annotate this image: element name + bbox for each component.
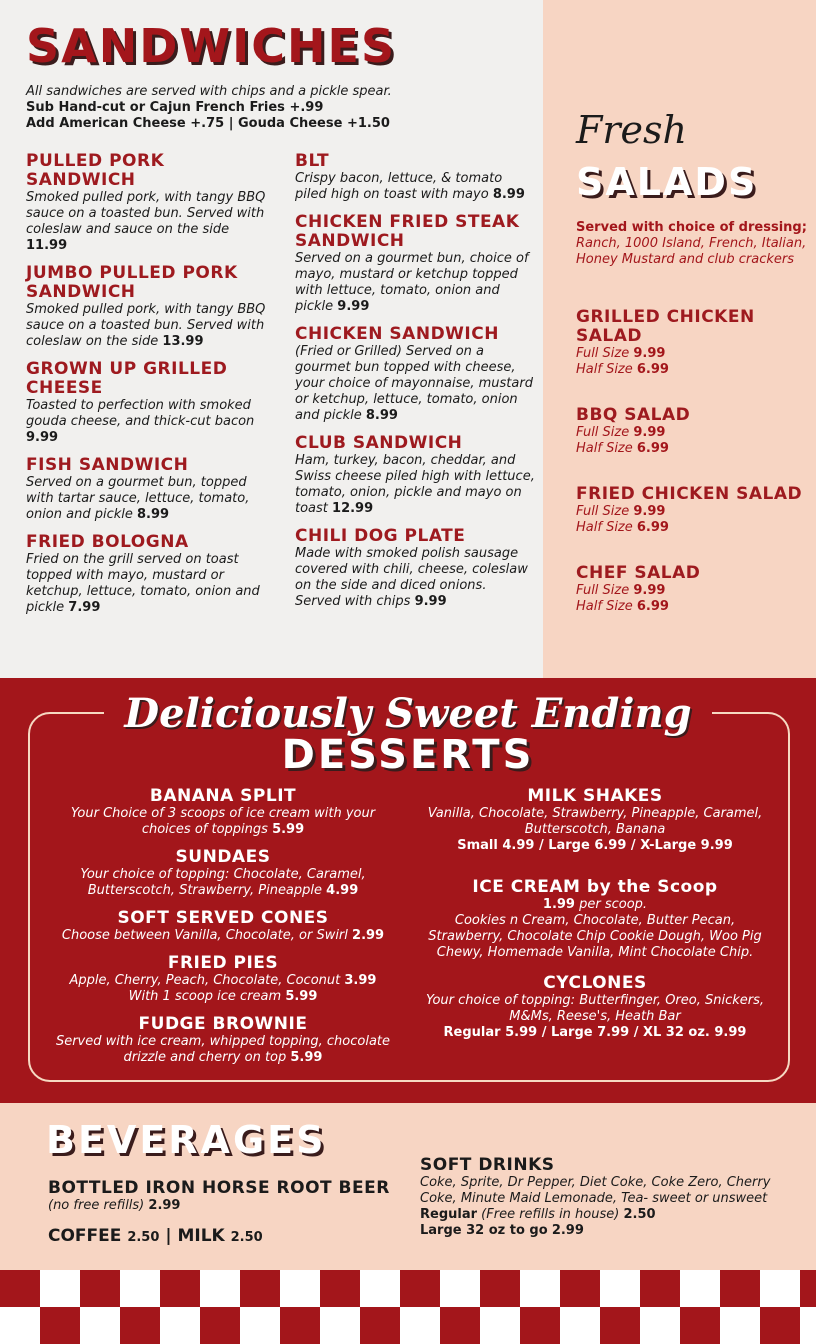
checker-square bbox=[200, 1307, 240, 1344]
menu-item-desc: Smoked pulled pork, with tangy BBQ sauce on a toasted bun. Served with coleslaw on the side bbox=[26, 302, 266, 349]
checker-square bbox=[480, 1270, 520, 1307]
checker-square bbox=[160, 1270, 200, 1307]
soft-drinks-title: SOFT DRINKS bbox=[420, 1155, 555, 1175]
sandwiches-intro bbox=[26, 84, 526, 132]
dessert-desc-extra: With 1 scoop ice cream bbox=[128, 989, 282, 1004]
soft-drinks bbox=[420, 1155, 800, 1239]
menu-item-name: PULLED PORK SANDWICH bbox=[26, 151, 165, 190]
dessert-item bbox=[48, 847, 398, 899]
menu-item bbox=[26, 152, 266, 254]
beverages-title: BEVERAGES bbox=[46, 1118, 327, 1162]
salad-full-label: Full Size bbox=[576, 425, 630, 440]
menu-item-price: 8.99 bbox=[137, 507, 170, 522]
menu-item-name: FISH SANDWICH bbox=[26, 455, 189, 475]
checker-square bbox=[280, 1270, 320, 1307]
menu-item-desc: Fried on the grill served on toast topped with mayo, mustard or ketchup, lettuce, tomato, onion and pickle bbox=[26, 552, 260, 615]
checker-square bbox=[520, 1270, 560, 1307]
checker-square bbox=[720, 1307, 760, 1344]
menu-item-name: CHICKEN SANDWICH bbox=[295, 324, 499, 344]
menu-item-desc: Served on a gourmet bun, choice of mayo, mustard or ketchup topped with lettuce, tomato, onion and pickle bbox=[295, 251, 529, 314]
checker-square bbox=[600, 1307, 640, 1344]
checker-square bbox=[80, 1307, 120, 1344]
menu-item-desc: Ham, turkey, bacon, cheddar, and Swiss cheese piled high with lettuce, tomato, onion, pickle and mayo on toast bbox=[295, 453, 535, 516]
coffee-milk-line bbox=[48, 1226, 263, 1246]
checker-square bbox=[560, 1307, 600, 1344]
milk-price: 2.50 bbox=[230, 1230, 263, 1245]
salads-list bbox=[576, 308, 806, 643]
checker-square bbox=[760, 1270, 800, 1307]
dessert-price: 2.99 bbox=[352, 928, 385, 943]
coffee-price: 2.50 bbox=[127, 1230, 160, 1245]
dessert-desc: Served with ice cream, whipped topping, chocolate drizzle and cherry on top bbox=[55, 1034, 391, 1065]
checker-square bbox=[680, 1270, 720, 1307]
checker-square bbox=[480, 1307, 520, 1344]
checker-square bbox=[0, 1270, 40, 1307]
menu-item-price: 9.99 bbox=[337, 299, 370, 314]
sandwiches-intro-line3: Add American Cheese +.75 | Gouda Cheese +1.50 bbox=[26, 116, 390, 131]
desserts-column-left bbox=[48, 786, 398, 1075]
separator: | bbox=[165, 1226, 172, 1246]
sandwiches-intro-line2: Sub Hand-cut or Cajun French Fries +.99 bbox=[26, 100, 324, 115]
checker-square bbox=[560, 1270, 600, 1307]
checker-square bbox=[400, 1307, 440, 1344]
checker-square bbox=[360, 1270, 400, 1307]
desserts-column-right bbox=[420, 786, 770, 1049]
salads-script-title: Fresh bbox=[576, 108, 687, 152]
salad-half-price: 6.99 bbox=[636, 599, 669, 614]
soft-drinks-regular-label: Regular bbox=[420, 1207, 478, 1222]
dessert-name: FUDGE BROWNIE bbox=[138, 1014, 308, 1034]
salad-half-label: Half Size bbox=[576, 520, 633, 535]
menu-item-price: 8.99 bbox=[365, 408, 398, 423]
salad-full-label: Full Size bbox=[576, 583, 630, 598]
checker-square bbox=[240, 1270, 280, 1307]
salad-half-label: Half Size bbox=[576, 441, 633, 456]
checker-square bbox=[600, 1270, 640, 1307]
dessert-desc: Vanilla, Chocolate, Strawberry, Pineapple, Caramel, Butterscotch, Banana bbox=[427, 806, 763, 837]
soft-drinks-desc: Coke, Sprite, Dr Pepper, Diet Coke, Coke Zero, Cherry Coke, Minute Maid Lemonade, Tea- sweet or unsweet bbox=[420, 1175, 771, 1206]
menu-item-desc: Smoked pulled pork, with tangy BBQ sauce on a toasted bun. Served with coleslaw and sauce on the side bbox=[26, 190, 266, 237]
soft-drinks-regular-note: (Free refills in house) bbox=[481, 1207, 620, 1222]
checker-square bbox=[160, 1307, 200, 1344]
dessert-price: 1.99 bbox=[542, 897, 575, 912]
dessert-item bbox=[48, 1014, 398, 1066]
checker-square bbox=[800, 1270, 816, 1307]
menu-item bbox=[26, 360, 266, 446]
salad-half-price: 6.99 bbox=[636, 441, 669, 456]
checker-square bbox=[720, 1270, 760, 1307]
dessert-item bbox=[48, 786, 398, 838]
dessert-desc: Your choice of topping: Butterfinger, Oreo, Snickers, M&Ms, Reese's, Heath Bar bbox=[425, 993, 765, 1024]
desserts-script-text: Deliciously Sweet Ending bbox=[104, 690, 711, 737]
menu-item bbox=[295, 152, 535, 203]
dessert-item bbox=[48, 908, 398, 944]
sandwiches-title: SANDWICHES bbox=[26, 19, 397, 73]
rootbeer-refill-note: (no free refills) bbox=[48, 1198, 145, 1213]
menu-item-price: 9.99 bbox=[26, 430, 59, 445]
salad-half-label: Half Size bbox=[576, 599, 633, 614]
menu-item-name: CHILI DOG PLATE bbox=[295, 526, 466, 546]
salad-item bbox=[576, 564, 806, 615]
menu-item-name: CHICKEN FRIED STEAK SANDWICH bbox=[295, 212, 520, 251]
checker-square bbox=[40, 1270, 80, 1307]
menu-item-desc: Made with smoked polish sausage covered with chili, cheese, coleslaw on the side and diced onions. Served with chips bbox=[295, 546, 528, 609]
checker-square bbox=[520, 1307, 560, 1344]
checker-square bbox=[400, 1270, 440, 1307]
dessert-desc: Choose between Vanilla, Chocolate, or Swirl bbox=[61, 928, 348, 943]
menu-item-price: 8.99 bbox=[492, 187, 525, 202]
dessert-price: 5.99 bbox=[290, 1050, 323, 1065]
checkerboard-footer bbox=[0, 1270, 816, 1344]
salad-half-price: 6.99 bbox=[636, 520, 669, 535]
dessert-item bbox=[420, 786, 770, 853]
checker-square bbox=[680, 1307, 720, 1344]
salad-full-label: Full Size bbox=[576, 504, 630, 519]
checker-square bbox=[320, 1307, 360, 1344]
checker-square bbox=[640, 1307, 680, 1344]
dessert-desc: Your Choice of 3 scoops of ice cream with your choices of toppings bbox=[70, 806, 376, 837]
checker-square bbox=[40, 1307, 80, 1344]
dessert-name: SOFT SERVED CONES bbox=[117, 908, 329, 928]
soft-drinks-large-label: Large 32 oz to go bbox=[420, 1223, 548, 1238]
checker-square bbox=[280, 1307, 320, 1344]
checker-square bbox=[440, 1270, 480, 1307]
checker-square bbox=[240, 1307, 280, 1344]
salad-full-price: 9.99 bbox=[633, 346, 666, 361]
menu-item-price: 9.99 bbox=[414, 594, 447, 609]
checker-square bbox=[120, 1270, 160, 1307]
salad-item bbox=[576, 406, 806, 457]
salad-name: CHEF SALAD bbox=[576, 563, 701, 583]
menu-item bbox=[26, 456, 266, 523]
salad-name: BBQ SALAD bbox=[576, 405, 691, 425]
menu-item bbox=[295, 527, 535, 610]
salad-full-price: 9.99 bbox=[633, 583, 666, 598]
menu-item-name: FRIED BOLOGNA bbox=[26, 532, 189, 552]
checker-square bbox=[320, 1270, 360, 1307]
soft-drinks-regular-price: 2.50 bbox=[623, 1207, 656, 1222]
salad-half-price: 6.99 bbox=[636, 362, 669, 377]
checker-square bbox=[800, 1307, 816, 1344]
menu-item-price: 11.99 bbox=[26, 238, 68, 253]
dessert-name: FRIED PIES bbox=[167, 953, 279, 973]
dessert-desc: Your choice of topping: Chocolate, Caramel, Butterscotch, Strawberry, Pineapple bbox=[80, 867, 366, 898]
rootbeer-note bbox=[48, 1198, 180, 1214]
sandwiches-intro-line1: All sandwiches are served with chips and a pickle spear. bbox=[26, 84, 392, 99]
menu-item-price: 12.99 bbox=[332, 501, 374, 516]
sandwiches-column-left bbox=[26, 152, 266, 626]
menu-item-desc: Toasted to perfection with smoked gouda cheese, and thick-cut bacon bbox=[26, 398, 255, 429]
checker-square bbox=[0, 1307, 40, 1344]
checker-square bbox=[360, 1307, 400, 1344]
menu-item-name: BLT bbox=[295, 151, 330, 171]
menu-item-name: JUMBO PULLED PORK SANDWICH bbox=[26, 263, 238, 302]
rootbeer-name: BOTTLED IRON HORSE ROOT BEER bbox=[48, 1178, 390, 1198]
salad-name: FRIED CHICKEN SALAD bbox=[576, 484, 803, 504]
dessert-name: CYCLONES bbox=[543, 973, 647, 993]
menu-item-desc: (Fried or Grilled) Served on a gourmet bun topped with cheese, your choice of mayonnaise, mustard or ketchup, lettuce, tomato, onion and pickle bbox=[295, 344, 533, 423]
dessert-price: 3.99 bbox=[344, 973, 377, 988]
dessert-price-extra: 5.99 bbox=[285, 989, 318, 1004]
desserts-script-title bbox=[0, 690, 816, 737]
salad-item bbox=[576, 308, 806, 378]
menu-item-price: 7.99 bbox=[68, 600, 101, 615]
dessert-sizes: Regular 5.99 / Large 7.99 / XL 32 oz. 9.99 bbox=[443, 1025, 747, 1040]
salads-intro-bold: Served with choice of dressing; bbox=[576, 220, 807, 235]
dessert-item bbox=[420, 973, 770, 1040]
menu-item-desc: Crispy bacon, lettuce, & tomato piled high on toast with mayo bbox=[295, 171, 503, 202]
checker-square bbox=[440, 1307, 480, 1344]
dessert-name: SUNDAES bbox=[175, 847, 271, 867]
desserts-title: DESSERTS bbox=[281, 732, 535, 778]
dessert-price: 5.99 bbox=[272, 822, 305, 837]
checker-square bbox=[200, 1270, 240, 1307]
dessert-price-note: per scoop. bbox=[579, 897, 648, 912]
checker-square bbox=[120, 1307, 160, 1344]
checker-square bbox=[80, 1270, 120, 1307]
salad-half-label: Half Size bbox=[576, 362, 633, 377]
menu-item-desc: Served on a gourmet bun, topped with tartar sauce, lettuce, tomato, onion and pickle bbox=[26, 475, 250, 522]
salad-item bbox=[576, 485, 806, 536]
dessert-desc: Apple, Cherry, Peach, Chocolate, Coconut bbox=[69, 973, 341, 988]
checker-square bbox=[760, 1307, 800, 1344]
dessert-name: ICE CREAM by the Scoop bbox=[472, 877, 718, 897]
sandwiches-column-right bbox=[295, 152, 535, 620]
menu-item bbox=[295, 325, 535, 424]
rootbeer-price: 2.99 bbox=[148, 1198, 181, 1213]
salads-title: SALADS bbox=[576, 160, 758, 204]
dessert-sizes: Small 4.99 / Large 6.99 / X-Large 9.99 bbox=[457, 838, 733, 853]
dessert-name: BANANA SPLIT bbox=[149, 786, 297, 806]
salad-full-price: 9.99 bbox=[633, 425, 666, 440]
menu-item-name: GROWN UP GRILLED CHEESE bbox=[26, 359, 228, 398]
menu-item bbox=[26, 264, 266, 350]
menu-item-name: CLUB SANDWICH bbox=[295, 433, 463, 453]
dessert-item bbox=[48, 953, 398, 1005]
menu-item bbox=[26, 533, 266, 616]
milk-label: MILK bbox=[177, 1226, 225, 1246]
dessert-price: 4.99 bbox=[326, 883, 359, 898]
salads-intro bbox=[576, 220, 811, 268]
dessert-desc: Cookies n Cream, Chocolate, Butter Pecan, Strawberry, Chocolate Chip Cookie Dough, Woo Pig Chewy, Homemade Vanilla, Mint Chocolate Chip. bbox=[428, 913, 762, 960]
menu-item bbox=[295, 434, 535, 517]
salad-full-price: 9.99 bbox=[633, 504, 666, 519]
salad-full-label: Full Size bbox=[576, 346, 630, 361]
salad-name: GRILLED CHICKEN SALAD bbox=[576, 307, 755, 346]
coffee-label: COFFEE bbox=[48, 1226, 122, 1246]
menu-item bbox=[295, 213, 535, 315]
menu-item-price: 13.99 bbox=[162, 334, 204, 349]
dessert-item bbox=[420, 877, 770, 961]
salads-intro-dressings: Ranch, 1000 Island, French, Italian, Honey Mustard and club crackers bbox=[576, 236, 807, 267]
dessert-name: MILK SHAKES bbox=[527, 786, 663, 806]
soft-drinks-large-price: 2.99 bbox=[551, 1223, 584, 1238]
checker-square bbox=[640, 1270, 680, 1307]
